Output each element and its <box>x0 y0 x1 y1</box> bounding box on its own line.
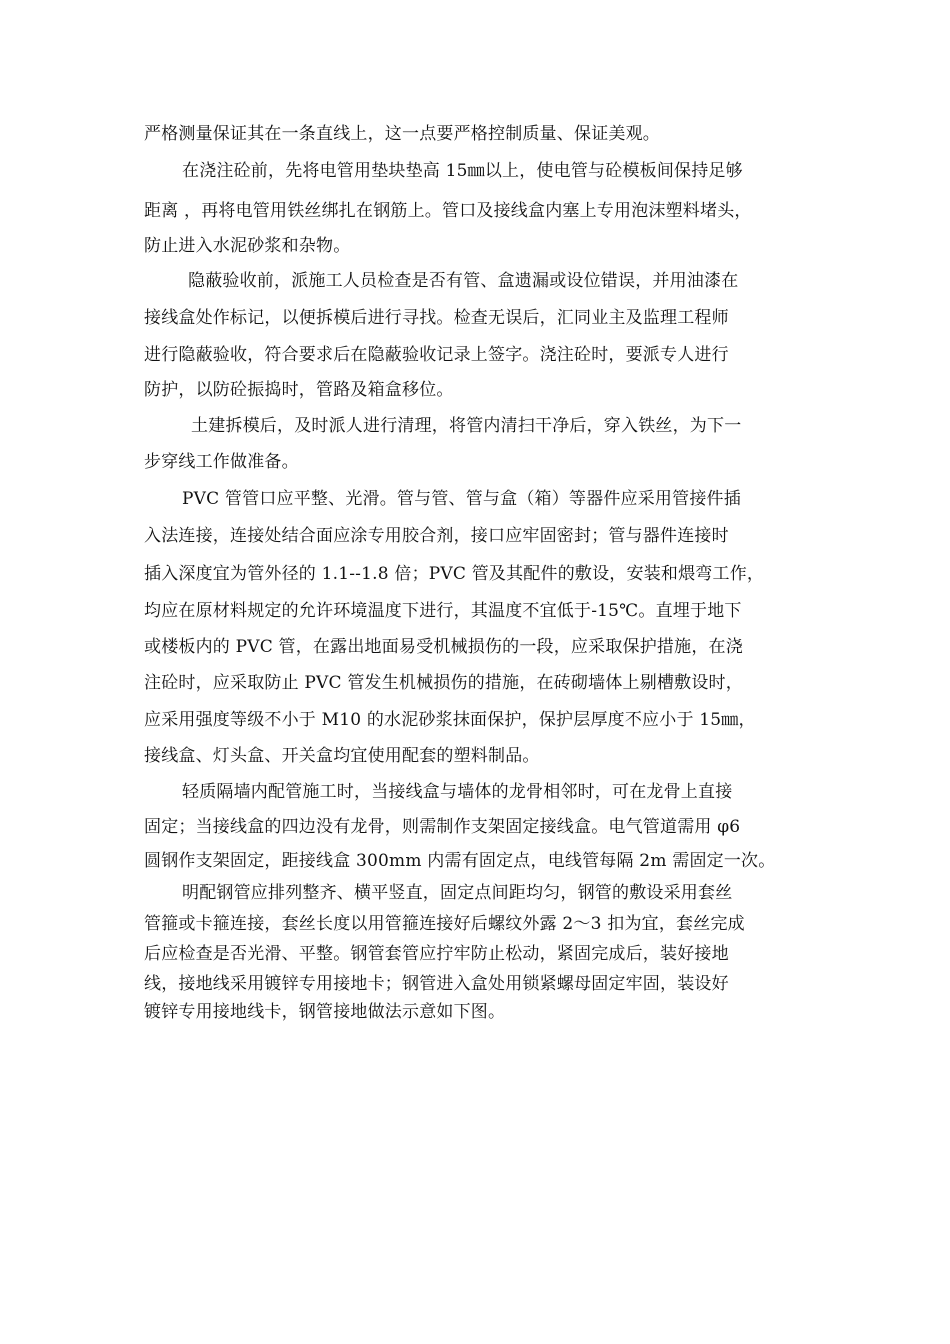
text-line: 应采用强度等级不小于 M10 的水泥砂浆抹面保护，保护层厚度不应小于 15㎜， <box>144 710 756 730</box>
text-line: 线，接地线采用镀锌专用接地卡；钢管进入盒处用锁紧螺母固定牢固，装设好 <box>144 974 729 994</box>
text-line: 插入深度宜为管外径的 1.1--1.8 倍；PVC 管及其配件的敷设，安装和煨弯工作， <box>144 564 765 584</box>
text-line: 明配钢管应排列整齐、横平竖直，固定点间距均匀，钢管的敷设采用套丝 <box>182 883 733 903</box>
text-line: 隐蔽验收前，派施工人员检查是否有管、盒遗漏或设位错误，并用油漆在 <box>188 271 739 291</box>
text-line: 后应检查是否光滑、平整。钢管套管应拧牢防止松动，紧固完成后，装好接地 <box>144 944 729 964</box>
text-line: 注砼时，应采取防止 PVC 管发生机械损伤的措施，在砖砌墙体上剔槽敷设时， <box>144 673 743 693</box>
text-line: 或楼板内的 PVC 管，在露出地面易受机械损伤的一段，应采取保护措施，在浇 <box>144 637 743 657</box>
text-line: 距离 ，再将电管用铁丝绑扎在钢筋上。管口及接线盒内塞上专用泡沫塑料堵头， <box>144 201 752 221</box>
text-line: 接线盒、灯头盒、开关盒均宜使用配套的塑料制品。 <box>144 746 540 766</box>
text-line: 接线盒处作标记，以便拆模后进行寻找。检查无误后，汇同业主及监理工程师 <box>144 308 729 328</box>
text-line: 固定；当接线盒的四边没有龙骨，则需制作支架固定接线盒。电气管道需用 φ6 <box>144 817 741 837</box>
text-line: 圆钢作支架固定，距接线盒 300mm 内需有固定点，电线管每隔 2m 需固定一次。 <box>144 851 776 871</box>
text-line: 进行隐蔽验收，符合要求后在隐蔽验收记录上签字。浇注砼时，要派专人进行 <box>144 345 729 365</box>
text-line: 管箍或卡箍连接，套丝长度以用管箍连接好后螺纹外露 2～3 扣为宜，套丝完成 <box>144 914 745 934</box>
text-line: 入法连接，连接处结合面应涂专用胶合剂，接口应牢固密封；管与器件连接时 <box>144 526 729 546</box>
text-line: PVC 管管口应平整、光滑。管与管、管与盒（箱）等器件应采用管接件插 <box>182 489 741 509</box>
text-line: 防护，以防砼振捣时，管路及箱盒移位。 <box>144 380 454 400</box>
text-line: 土建拆模后，及时派人进行清理，将管内清扫干净后，穿入铁丝，为下一 <box>191 416 742 436</box>
text-line: 均应在原材料规定的允许环境温度下进行，其温度不宜低于-15℃。直埋于地下 <box>144 601 742 621</box>
text-line: 防止进入水泥砂浆和杂物。 <box>144 236 351 256</box>
text-line: 步穿线工作做准备。 <box>144 452 299 472</box>
text-line: 在浇注砼前，先将电管用垫块垫高 15㎜以上，使电管与砼模板间保持足够 <box>182 161 743 181</box>
text-line: 镀锌专用接地线卡，钢管接地做法示意如下图。 <box>144 1002 506 1022</box>
text-line: 轻质隔墙内配管施工时，当接线盒与墙体的龙骨相邻时，可在龙骨上直接 <box>182 782 733 802</box>
text-line: 严格测量保证其在一条直线上，这一点要严格控制质量、保证美观。 <box>144 124 660 144</box>
